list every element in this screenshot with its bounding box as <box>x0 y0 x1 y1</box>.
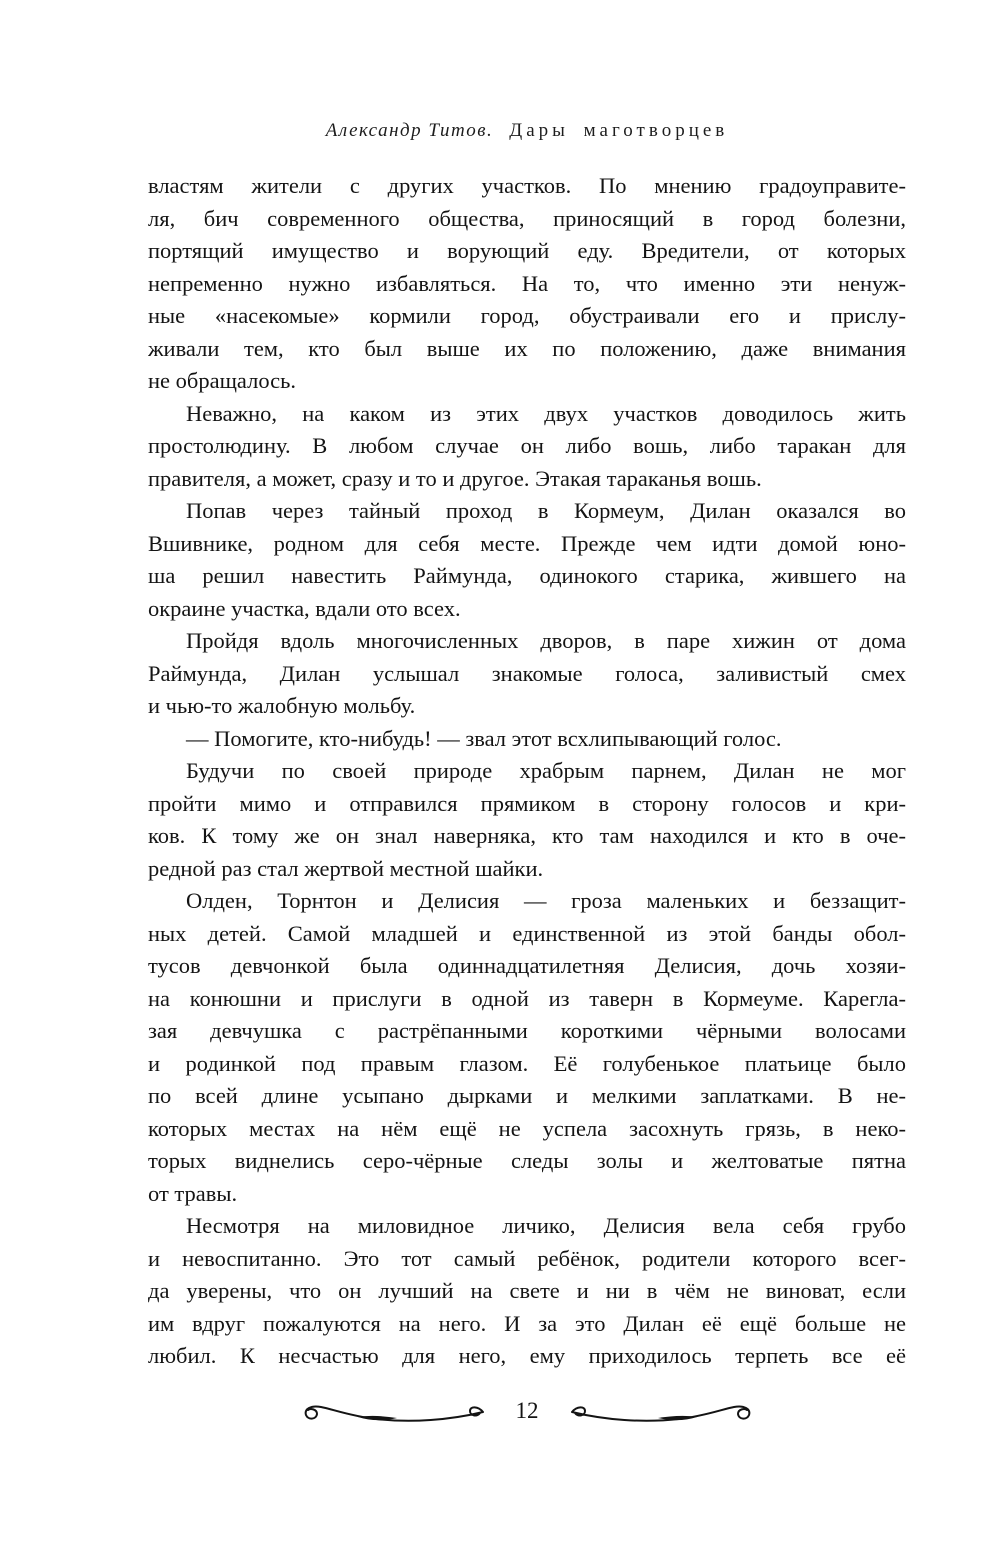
paragraph <box>148 1210 906 1373</box>
text-line: ных детей. Самой младшей и единственной из этой банды обол- <box>148 920 906 946</box>
text-line: на конюшни и прислуги в одной из таверн в Кормеуме. Карегла- <box>148 985 906 1011</box>
flourish-left-icon <box>300 1396 490 1426</box>
text-line: ля, бич современного общества, приносящий в город болезни, <box>148 205 906 231</box>
running-head <box>148 120 906 142</box>
text-line: Неважно, на каком из этих двух участков доводилось жить <box>186 400 906 426</box>
text-line: окраине участка, вдали ото всех. <box>148 595 461 621</box>
text-line: ша решил навестить Раймунда, одинокого старика, жившего на <box>148 563 906 588</box>
text-line: простолюдину. В любом случае он либо вошь, либо таракан для <box>148 433 906 458</box>
paragraph <box>148 398 906 496</box>
text-line: живали тем, кто был выше их по положению, даже внимания <box>148 335 906 361</box>
paragraph <box>148 755 906 885</box>
text-line: тусов девчонкой была одиннадцатилетняя Делисия, дочь хозяи- <box>148 953 906 978</box>
paragraph <box>148 170 906 398</box>
text-line: и родинкой под правым глазом. Её голубенькое платьице было <box>148 1050 906 1076</box>
text-line: Несмотря на миловидное личико, Делисия вела себя грубо <box>186 1213 906 1238</box>
text-line: ные «насекомые» кормили город, обустраивали его и прислу- <box>148 303 906 328</box>
text-line: Раймунда, Дилан услышал знакомые голоса, заливистый смех <box>148 660 906 686</box>
text-line: Попав через тайный проход в Кормеум, Дилан оказался во <box>186 498 906 523</box>
text-line: ков. К тому же он знал наверняка, кто там находился и кто в оче- <box>148 823 906 848</box>
text-line: которых местах на нём ещё не успела засохнуть грязь, в неко- <box>148 1115 906 1141</box>
text-line: им вдруг пожалуются на него. И за это Дилан её ещё больше не <box>148 1310 906 1336</box>
text-line: любил. К несчастью для него, ему приходилось терпеть все её <box>148 1343 906 1368</box>
text-line: портящий имущество и ворующий еду. Вредители, от которых <box>148 238 906 263</box>
text-line: от травы. <box>148 1180 238 1206</box>
author-name: Александр Титов. <box>325 120 494 141</box>
text-line: Пройдя вдоль многочисленных дворов, в паре хижин от дома <box>186 628 906 653</box>
text-line: по всей длине усыпано дырками и мелкими заплатками. В не- <box>148 1083 906 1108</box>
text-line: непременно нужно избавляться. На то, что именно эти ненуж- <box>148 270 906 296</box>
text-line: и чью-то жалобную мольбу. <box>148 693 416 718</box>
paragraph <box>148 625 906 723</box>
text-line: редной раз стал жертвой местной шайки. <box>148 855 544 881</box>
page-footer <box>148 1396 906 1426</box>
text-line: Вшивнике, родном для себя месте. Прежде чем идти домой юно- <box>148 530 906 556</box>
text-line: Олден, Торнтон и Делисия — гроза маленьких и беззащит- <box>186 888 906 913</box>
text-line: пройти мимо и отправился прямиком в сторону голосов и кри- <box>148 790 906 816</box>
text-line: да уверены, что он лучший на свете и ни в чём не виноват, если <box>148 1278 906 1303</box>
flourish-right-icon <box>565 1396 755 1426</box>
text-line: — Помогите, кто-нибудь! — звал этот всхлипывающий голос. <box>186 725 782 751</box>
text-line: правителя, а может, сразу и то и другое. Этакая тараканья вошь. <box>148 465 762 491</box>
text-line: не обращалось. <box>148 368 297 393</box>
text-line: Будучи по своей природе храбрым парнем, Дилан не мог <box>186 758 906 783</box>
text-line: торых виднелись серо-чёрные следы золы и желтоватые пятна <box>148 1148 906 1173</box>
text-line: властям жители с других участков. По мнению градоуправите- <box>148 173 906 198</box>
page-number: 12 <box>515 1398 539 1423</box>
paragraph <box>148 723 906 756</box>
paragraph <box>148 885 906 1210</box>
page-body <box>148 170 906 1373</box>
paragraph <box>148 495 906 625</box>
text-line: и невоспитанно. Это тот самый ребёнок, родители которого всег- <box>148 1245 906 1271</box>
book-title: Дары маготворцев <box>509 120 729 141</box>
text-line: зая девчушка с растрёпанными короткими чёрными волосами <box>148 1018 906 1043</box>
